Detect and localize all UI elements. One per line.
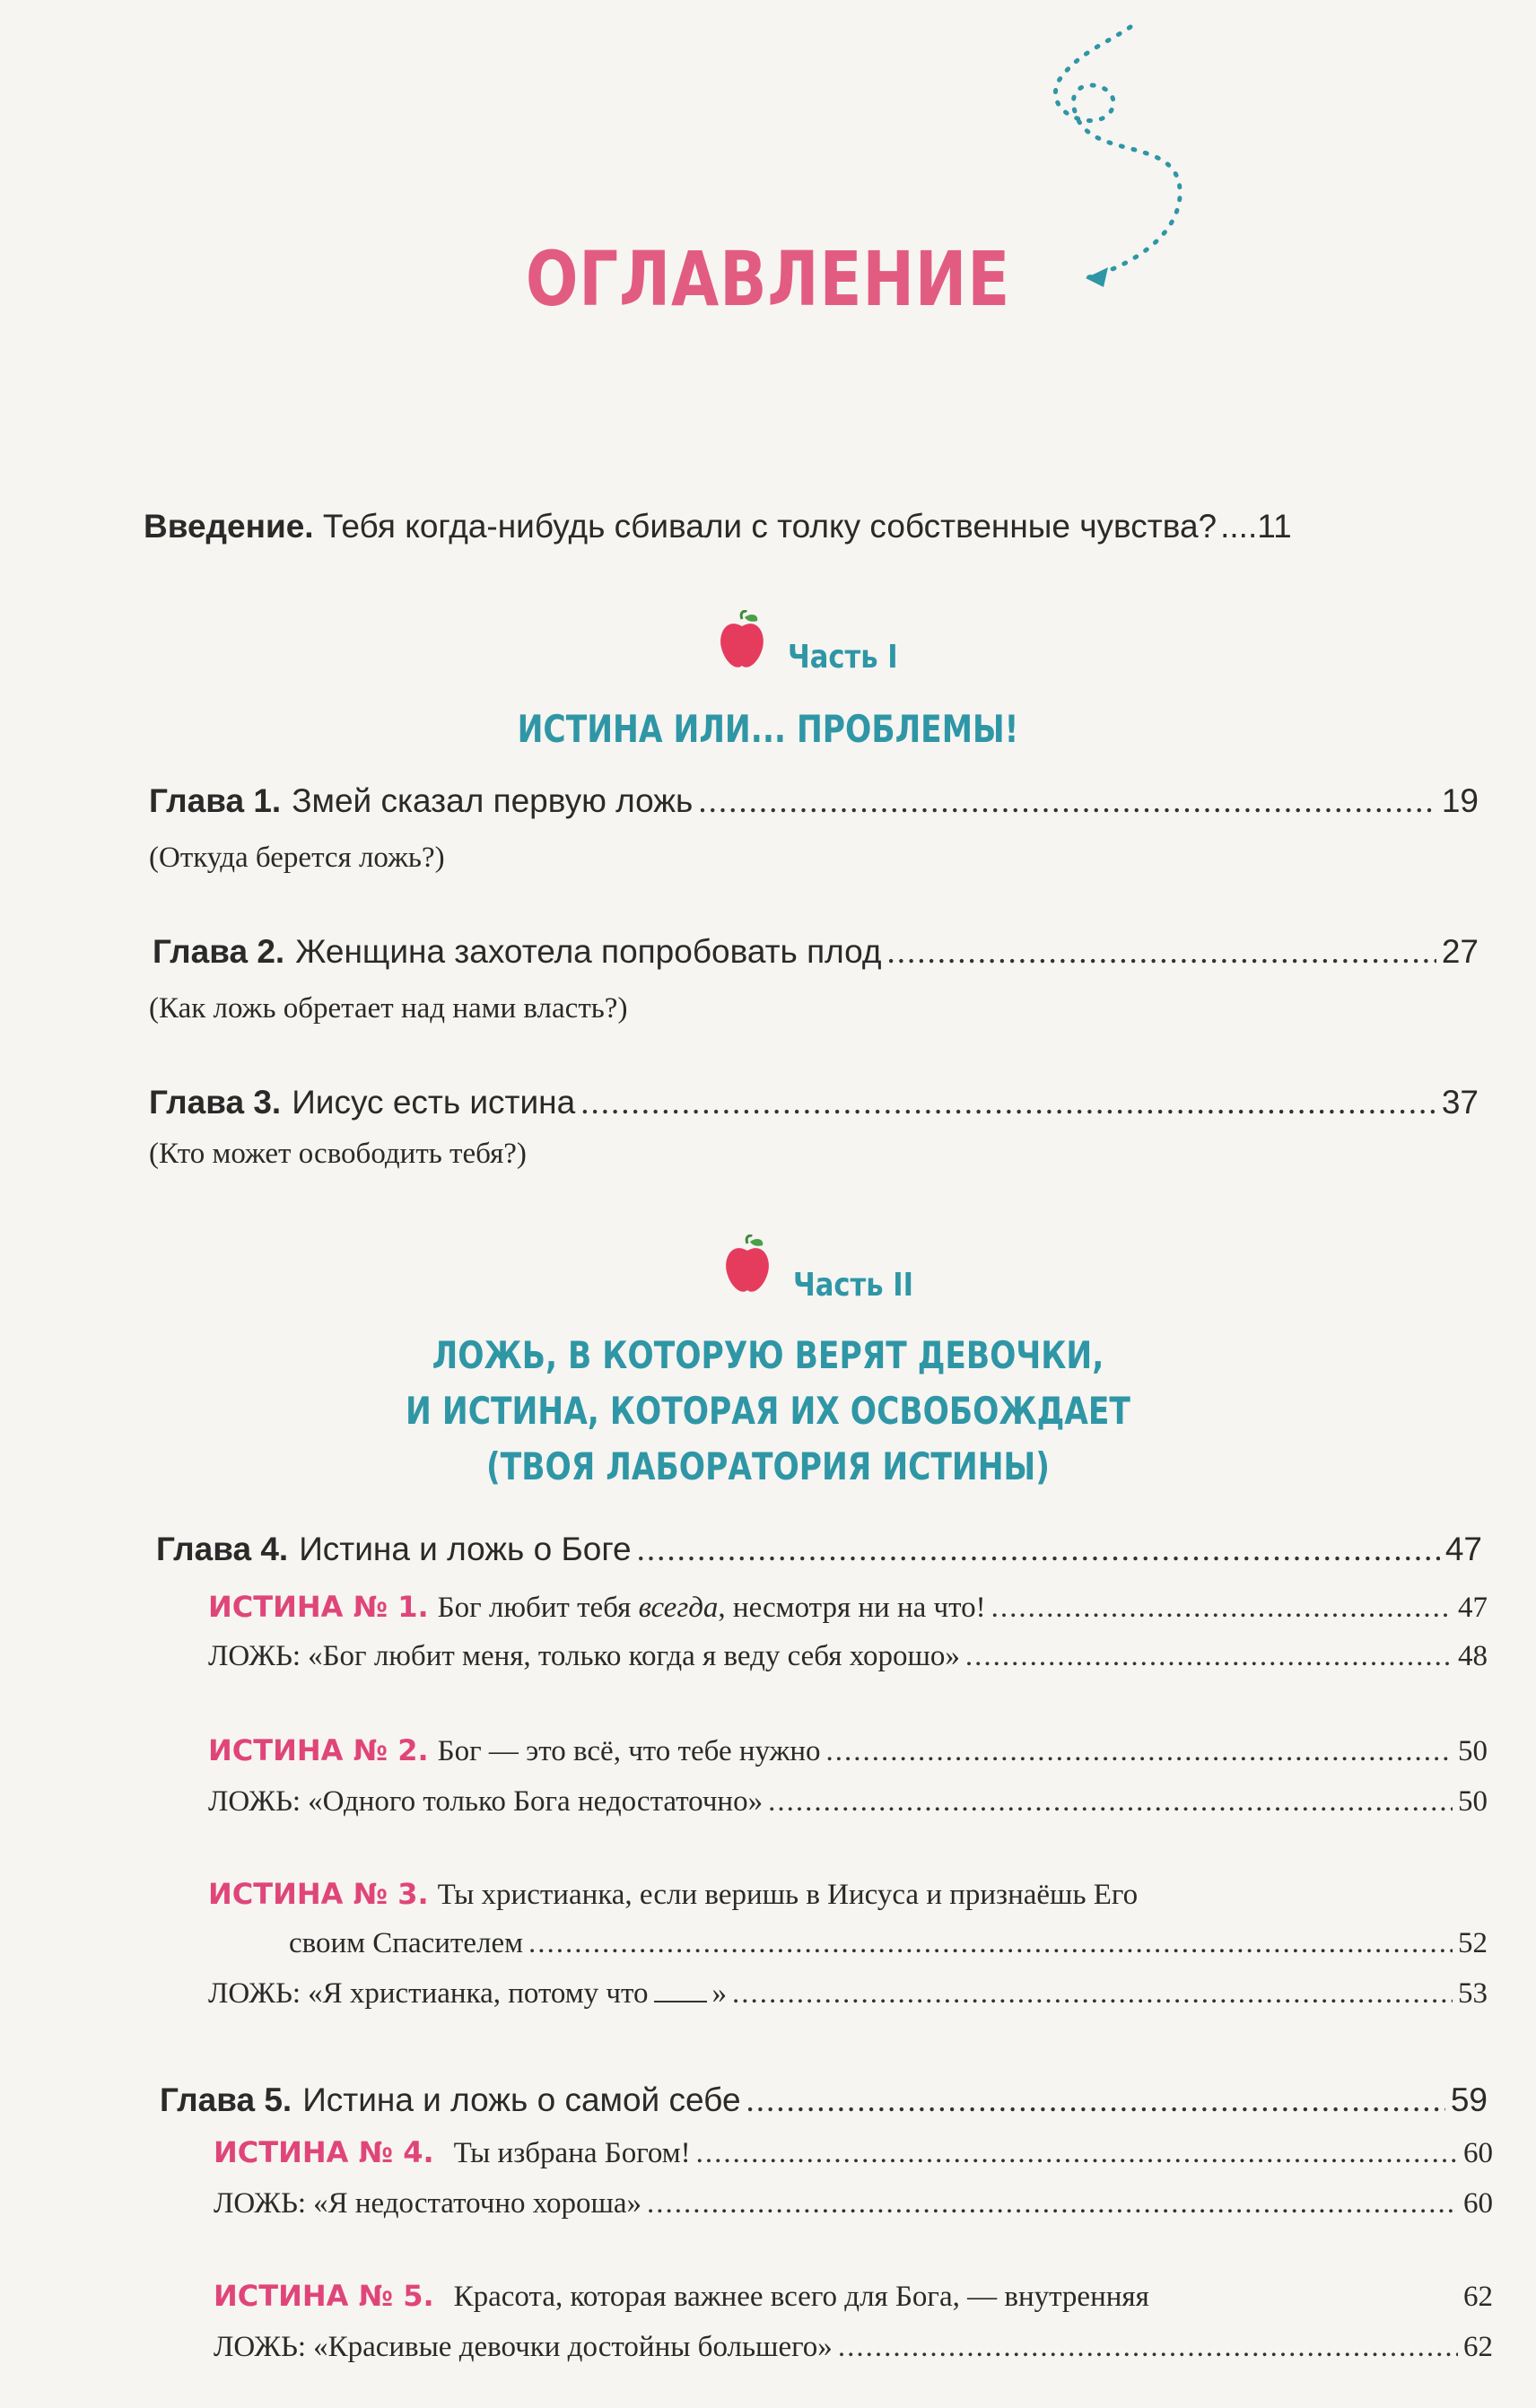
entry-page: 52 xyxy=(1458,1927,1488,1959)
dot-leader xyxy=(528,1927,1453,1960)
chapter-page: 47 xyxy=(1444,1531,1482,1567)
apple-icon xyxy=(723,1235,772,1297)
chapter-title: Змей сказал первую ложь xyxy=(292,782,694,819)
chapter-subtitle: (Откуда берется ложь?) xyxy=(149,842,445,874)
toc-lie-2[interactable] xyxy=(0,1785,1536,1819)
dot-leader xyxy=(732,1977,1453,2011)
lie-label: ЛОЖЬ: xyxy=(208,1977,301,2010)
entry-text: Ты избрана Богом! xyxy=(453,2137,691,2169)
toc-chapter-1[interactable] xyxy=(0,782,1536,821)
entry-text: «Красивые девочки достойны большего» xyxy=(313,2331,833,2363)
chapter-page: 19 xyxy=(1441,782,1479,819)
dot-leader xyxy=(580,1084,1436,1122)
toc-chapter-3[interactable] xyxy=(0,1084,1536,1122)
entry-emphasis: всегда xyxy=(638,1592,719,1624)
chapter-subtitle: (Кто может освободить тебя?) xyxy=(149,1138,527,1170)
chapter-title: Женщина захотела попробовать плод xyxy=(295,933,882,970)
part2-title-line-2: И ИСТИНА, КОТОРАЯ ИХ ОСВОБОЖДАЕТ xyxy=(406,1389,1130,1433)
toc-truth-5[interactable] xyxy=(0,2279,1536,2314)
lie-label: ЛОЖЬ: xyxy=(208,1785,301,1818)
chapter-page: 27 xyxy=(1441,933,1479,970)
toc-truth-4[interactable] xyxy=(0,2135,1536,2170)
toc-lie-3[interactable] xyxy=(0,1974,1536,2011)
entry-text: Бог любит тебя xyxy=(437,1592,639,1624)
entry-text: своим Спасителем xyxy=(289,1927,523,1959)
chapter-title: Истина и ложь о Боге xyxy=(299,1531,632,1567)
entry-page: 47 xyxy=(1458,1592,1488,1624)
dot-leader xyxy=(768,1785,1453,1819)
apple-icon xyxy=(718,610,766,673)
entry-page: 48 xyxy=(1458,1640,1488,1672)
toc-chapter-4[interactable] xyxy=(0,1531,1536,1569)
part1-title: ИСТИНА ИЛИ... ПРОБЛЕМЫ! xyxy=(517,707,1019,751)
lie-label: ЛОЖЬ: xyxy=(208,1640,301,1672)
dot-leader xyxy=(746,2081,1445,2120)
entry-text-end: » xyxy=(711,1977,727,2010)
chapter-label: Глава 2. xyxy=(153,933,285,970)
dot-leader xyxy=(637,1531,1440,1569)
entry-page: 62 xyxy=(1463,2281,1493,2313)
lie-label: ЛОЖЬ: xyxy=(214,2187,307,2220)
toc-truth-1[interactable] xyxy=(0,1590,1536,1625)
entry-page: 60 xyxy=(1463,2137,1493,2169)
chapter-page: 59 xyxy=(1450,2081,1488,2118)
part2-label: Часть II xyxy=(793,1267,914,1304)
part2-title-line-1: ЛОЖЬ, В КОТОРУЮ ВЕРЯТ ДЕВОЧКИ, xyxy=(432,1333,1104,1377)
entry-text-end: , несмотря ни на что! xyxy=(718,1592,986,1624)
dot-leader xyxy=(991,1592,1453,1625)
blank-line xyxy=(654,1974,707,2002)
chapter-label: Глава 5. xyxy=(160,2081,292,2118)
toc-lie-4[interactable] xyxy=(0,2187,1536,2220)
truth-label: ИСТИНА № 3. xyxy=(208,1877,429,1911)
dot-leader xyxy=(965,1640,1453,1673)
toc-intro[interactable]: Введение. Тебя когда-нибудь сбивали с толку собственные чувства? .... 11 xyxy=(144,508,1292,545)
entry-page: 60 xyxy=(1463,2187,1493,2220)
entry-page: 50 xyxy=(1458,1785,1488,1818)
page-title: ОГЛАВЛЕНИЕ xyxy=(525,235,1011,323)
entry-text: Бог — это всё, что тебе нужно xyxy=(437,1735,821,1767)
lie-label: ЛОЖЬ: xyxy=(214,2331,307,2363)
chapter-subtitle: (Как ложь обретает над нами власть?) xyxy=(149,992,628,1025)
intro-label: Введение. xyxy=(144,508,314,545)
dot-leader xyxy=(698,782,1436,821)
entry-text: «Я недостаточно хороша» xyxy=(313,2187,642,2220)
entry-text: Ты христианка, если веришь в Иисуса и признаёшь Его xyxy=(437,1879,1139,1911)
dot-leader xyxy=(838,2331,1458,2364)
truth-label: ИСТИНА № 4. xyxy=(214,2135,434,2169)
chapter-title: Иисус есть истина xyxy=(292,1084,576,1121)
toc-chapter-5[interactable] xyxy=(0,2081,1536,2120)
intro-text: Тебя когда-нибудь сбивали с толку собственные чувства? xyxy=(322,508,1217,545)
toc-lie-5[interactable] xyxy=(0,2331,1536,2364)
dot-leader xyxy=(696,2137,1458,2170)
chapter-page: 37 xyxy=(1441,1084,1479,1121)
entry-text: Красота, которая важнее всего для Бога, — внутренняя xyxy=(453,2281,1149,2313)
entry-text: «Я христианка, потому что xyxy=(308,1977,649,2010)
entry-page: 53 xyxy=(1458,1977,1488,2010)
entry-page: 62 xyxy=(1463,2331,1493,2363)
part1-label: Часть I xyxy=(788,639,898,676)
dot-leader xyxy=(647,2187,1458,2220)
part2-title-line-3: (ТВОЯ ЛАБОРАТОРИЯ ИСТИНЫ) xyxy=(486,1444,1050,1488)
toc-lie-1[interactable] xyxy=(0,1640,1536,1673)
chapter-title: Истина и ложь о самой себе xyxy=(302,2081,741,2118)
intro-page: 11 xyxy=(1257,508,1292,545)
entry-text: «Одного только Бога недостаточно» xyxy=(308,1785,764,1818)
entry-text: «Бог любит меня, только когда я веду себя хорошо» xyxy=(308,1640,960,1672)
truth-label: ИСТИНА № 1. xyxy=(208,1590,429,1624)
toc-truth-2[interactable] xyxy=(0,1733,1536,1768)
chapter-label: Глава 3. xyxy=(149,1084,282,1121)
chapter-label: Глава 4. xyxy=(156,1531,289,1567)
toc-chapter-2[interactable] xyxy=(0,933,1536,972)
truth-label: ИСТИНА № 2. xyxy=(208,1733,429,1767)
dot-leader xyxy=(826,1735,1453,1768)
entry-page: 50 xyxy=(1458,1735,1488,1767)
chapter-label: Глава 1. xyxy=(149,782,282,819)
truth-label: ИСТИНА № 5. xyxy=(214,2279,434,2313)
dot-leader xyxy=(887,933,1436,972)
toc-truth-3[interactable] xyxy=(0,1877,1536,1912)
toc-truth-3-cont[interactable] xyxy=(0,1927,1536,1960)
